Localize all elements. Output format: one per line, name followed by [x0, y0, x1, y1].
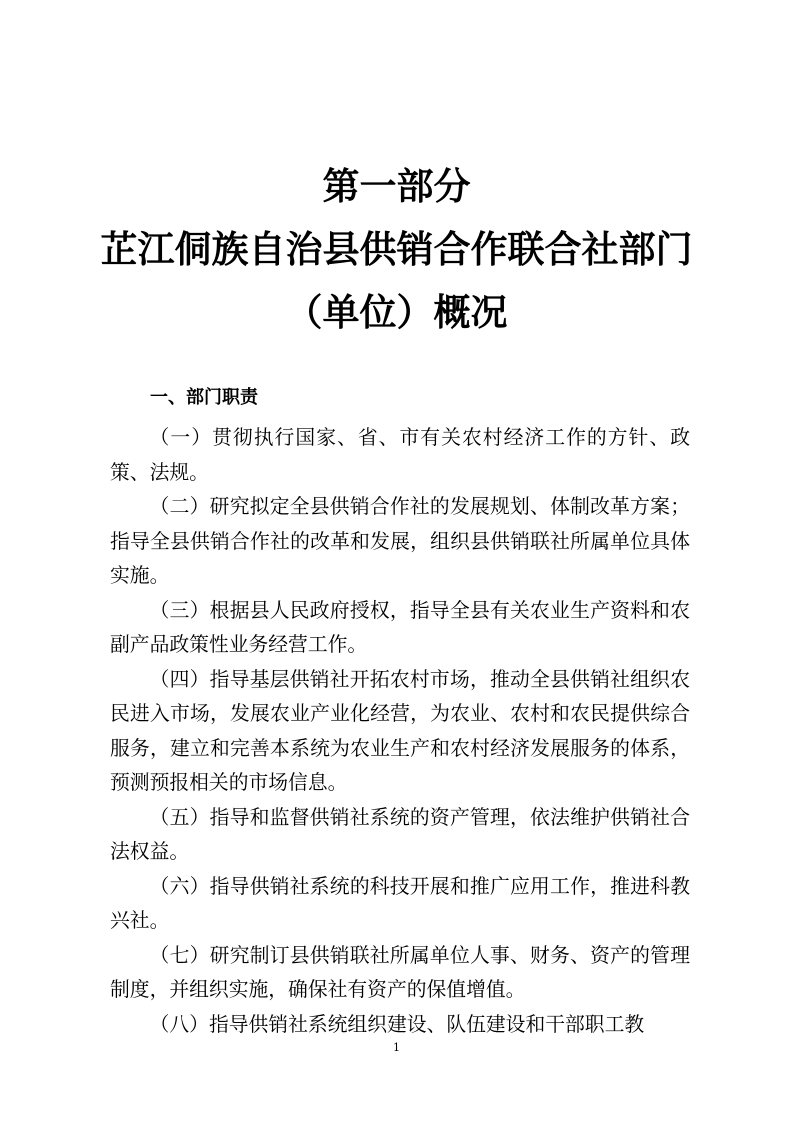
paragraph-7: （七）研究制订县供销联社所属单位人事、财务、资产的管理制度，并组织实施，确保社有资产的保值增值。 — [110, 943, 690, 1001]
paragraph-3: （三）根据县人民政府授权，指导全县有关农业生产资料和农副产品政策性业务经营工作。 — [110, 598, 690, 656]
section-heading: 一、部门职责 — [150, 387, 258, 408]
page-number: 1 — [393, 1041, 400, 1054]
part-title: 第一部分 — [322, 164, 471, 208]
paragraph-1: （一）贯彻执行国家、省、市有关农村经济工作的方针、政策、法规。 — [110, 426, 690, 484]
body-text — [110, 421, 690, 1042]
paragraph-6: （六）指导供销社系统的科技开展和推广应用工作，推进科教兴社。 — [110, 874, 690, 932]
paragraph-4: （四）指导基层供销社开拓农村市场，推动全县供销社组织农民进入市场，发展农业产业化经营，为农业、农村和农民提供综合服务，建立和完善本系统为农业生产和农村经济发展服务的体系，预测预报相关的市场信息。 — [110, 667, 690, 794]
paragraph-2: （二）研究拟定全县供销合作社的发展规划、体制改革方案；指导全县供销合作社的改革和发展，组织县供销联社所属单位具体实施。 — [110, 495, 690, 587]
organization-title: 芷江侗族自治县供销合作联合社部门 — [100, 227, 693, 271]
overview-title: （单位）概况 — [285, 290, 508, 334]
paragraph-8: （八）指导供销社系统组织建设、队伍建设和干部职工教 — [149, 1012, 645, 1036]
paragraph-5: （五）指导和监督供销社系统的资产管理，依法维护供销社合法权益。 — [110, 805, 690, 863]
